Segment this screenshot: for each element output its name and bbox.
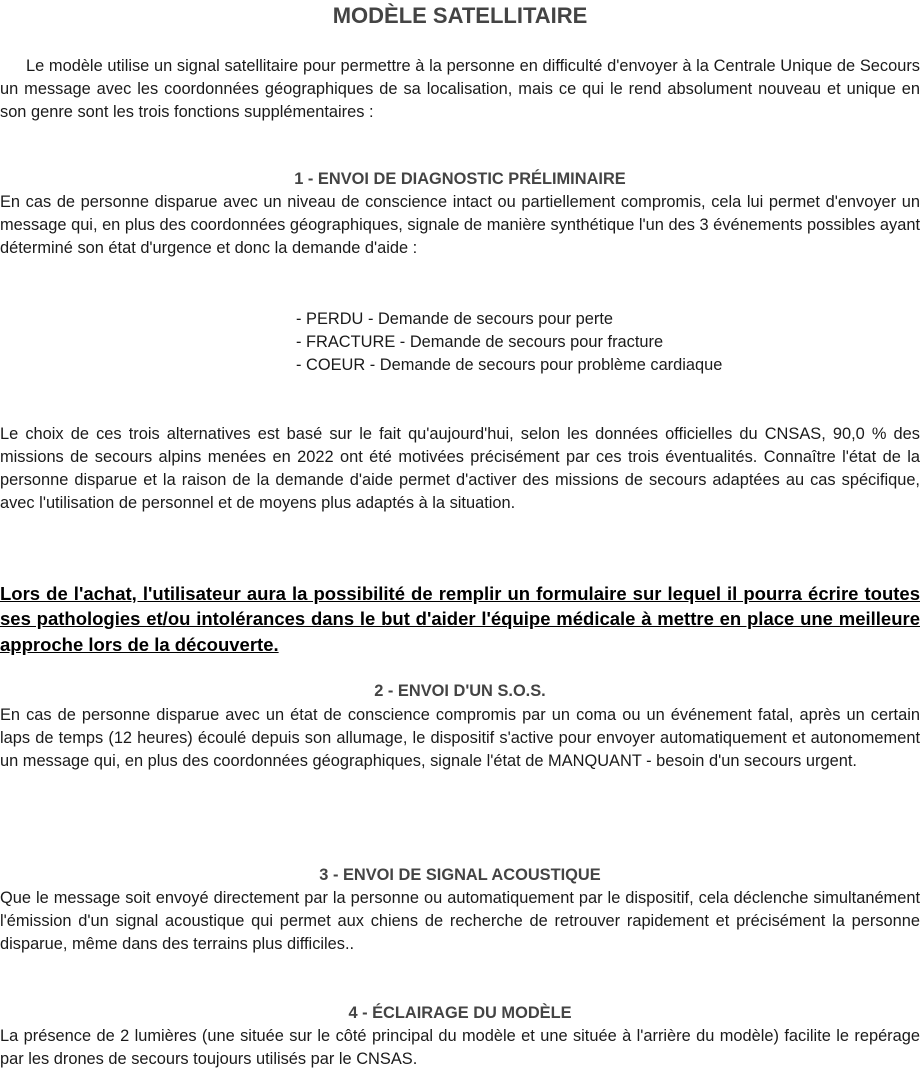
intro-paragraph: Le modèle utilise un signal satellitaire pour permettre à la personne en difficulté d'envoyer à la Centrale Unique de Secours un message avec les coordonnées géographiques de sa localisation, mais ce qui le rend absolument nouveau et unique en son genre sont les trois fonctions supplémentaires :: [0, 57, 920, 121]
section-4-text: La présence de 2 lumières (une située sur le côté principal du modèle et une située à l'arrière du modèle) facilite le repérage par les drones de secours toujours utilisés par le CNSAS.: [0, 1027, 920, 1068]
list-item-fracture: - FRACTURE - Demande de secours pour fracture: [296, 333, 664, 351]
purchase-notice: Lors de l'achat, l'utilisateur aura la possibilité de remplir un formulaire sur lequel il pourra écrire toutes ses pathologies et/ou intolérances dans le but d'aider l'équipe médicale à mettre en place une meilleure approche lors de la découverte.: [0, 582, 920, 655]
section-1-text: En cas de personne disparue avec un niveau de conscience intact ou partiellement compromis, cela lui permet d'envoyer un message qui, en plus des coordonnées géographiques, signale de manière synthétique l'un des 3 événements possibles ayant déterminé son état d'urgence et donc la demande d'aide :: [0, 193, 920, 257]
section-1-followup: Le choix de ces trois alternatives est basé sur le fait qu'aujourd'hui, selon les données officielles du CNSAS, 90,0 % des missions de secours alpins menées en 2022 ont été motivées précisément par ces trois éventualités. Connaître l'état de la personne disparue et la raison de la demande d'aide permet d'activer des missions de secours adaptées au cas spécifique, avec l'utilisation de personnel et de moyens plus adaptés à la situation.: [0, 425, 920, 512]
page-title: MODÈLE SATELLITAIRE: [332, 3, 588, 28]
section-2-heading: 2 - ENVOI D'UN S.O.S.: [374, 682, 546, 700]
list-item-coeur: - COEUR - Demande de secours pour problème cardiaque: [296, 356, 723, 374]
list-item-perdu: - PERDU - Demande de secours pour perte: [296, 310, 614, 328]
section-1-heading: 1 - ENVOI DE DIAGNOSTIC PRÉLIMINAIRE: [294, 170, 626, 188]
section-4-heading: 4 - ÉCLAIRAGE DU MODÈLE: [348, 1004, 572, 1022]
urgency-list: [296, 308, 722, 377]
section-3-heading: 3 - ENVOI DE SIGNAL ACOUSTIQUE: [319, 866, 601, 884]
section-3-text: Que le message soit envoyé directement par la personne ou automatiquement par le dispositif, cela déclenche simultanément l'émission d'un signal acoustique qui permet aux chiens de recherche de retrouver rapidement et précisément la personne disparue, même dans des terrains plus difficiles..: [0, 889, 920, 953]
section-2-text: En cas de personne disparue avec un état de conscience compromis par un coma ou un événement fatal, après un certain laps de temps (12 heures) écoulé depuis son allumage, le dispositif s'active pour envoyer automatiquement et autonomement un message qui, en plus des coordonnées géographiques, signale l'état de MANQUANT - besoin d'un secours urgent.: [0, 706, 920, 770]
